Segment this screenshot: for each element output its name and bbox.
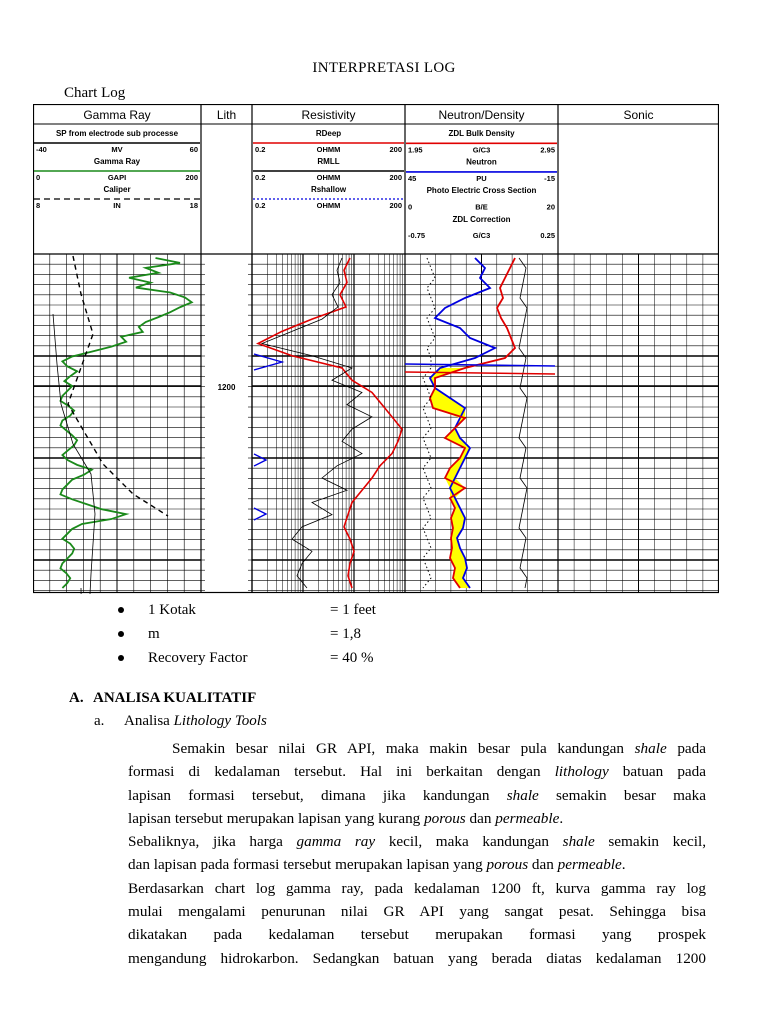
scale-min: 0: [36, 173, 41, 182]
paragraph-line: [128, 900, 706, 923]
track-title: Gamma Ray: [83, 108, 151, 122]
text-run: dikatakan pada kedalaman tersebut merupakan formasi yang prospek: [128, 926, 706, 944]
scale-max: -15: [544, 173, 555, 183]
bullet-value: = 1,8: [330, 626, 361, 642]
page-title: INTERPRETASI LOG: [312, 60, 456, 76]
log-chart-svg: [33, 104, 719, 594]
section-title: ANALISA KUALITATIF: [93, 690, 257, 706]
chart-label: Chart Log: [64, 85, 126, 101]
scale-min: 8: [36, 201, 41, 210]
italic-term: porous: [486, 856, 529, 874]
italic-term: shale: [562, 833, 595, 851]
text-run: formasi di kedalaman tersebut. Hal ini berkaitan dengan: [128, 763, 555, 781]
scale-min: 0: [408, 202, 413, 212]
bullet-value: = 40 %: [330, 650, 374, 666]
scale-min: 0.2: [255, 173, 266, 182]
scale-max: 20: [546, 202, 555, 212]
text-run: batuan pada: [608, 763, 706, 781]
italic-term: permeable: [557, 856, 622, 874]
curve-name: RDeep: [315, 129, 342, 138]
section-heading: [69, 690, 256, 707]
bullet-label: m: [148, 626, 160, 642]
scale-max: 60: [189, 145, 198, 154]
paragraph-line: [128, 853, 706, 876]
italic-term: porous: [424, 809, 466, 827]
subsection-number: a.: [94, 713, 105, 729]
paragraph-line: [128, 760, 706, 783]
paragraph-line: [128, 830, 706, 853]
log-chart: [33, 104, 719, 594]
scale-unit: OHMM: [316, 201, 341, 210]
depth-label: 1200: [217, 383, 236, 392]
chart-background: [33, 104, 719, 594]
curve-name: Photo Electric Cross Section: [426, 186, 537, 196]
text-run: lapisan tersebut merupakan lapisan yang kurang: [128, 809, 425, 827]
scale-max: 0.25: [540, 231, 555, 241]
text-run: .: [559, 809, 564, 827]
italic-term: shale: [506, 786, 539, 804]
text-run: kecil, maka kandungan: [375, 833, 563, 851]
scale-unit: OHMM: [316, 173, 341, 182]
subsection-heading: [94, 713, 267, 730]
curve-name: Rshallow: [310, 185, 347, 194]
italic-term: lithology: [554, 763, 609, 781]
track-title: Lith: [216, 108, 237, 122]
scale-max: 200: [389, 145, 402, 154]
scale-min: 0.2: [255, 145, 266, 154]
text-run: dan: [465, 809, 496, 827]
curve-name: Caliper: [103, 185, 131, 194]
text-run: semakin besar maka: [538, 786, 707, 804]
paragraph-line: [128, 807, 706, 830]
scale-unit: B/E: [475, 202, 488, 212]
scale-unit: MV: [111, 145, 123, 154]
scale-min: -0.75: [408, 231, 426, 241]
subsection-title-italic: Lithology Tools: [173, 713, 267, 729]
paragraph-line: [128, 923, 706, 946]
scale-min: -40: [36, 145, 47, 154]
text-run: Berdasarkan chart log gamma ray, pada kedalaman 1200 ft, kurva gamma ray log: [128, 879, 706, 897]
curve-name: ZDL Bulk Density: [448, 129, 515, 138]
paragraph-line: [128, 784, 706, 807]
scale-unit: G/C3: [472, 145, 491, 155]
curve-name: SP from electrode sub processe: [55, 129, 179, 138]
scale-max: 2.95: [540, 145, 555, 155]
text-run: mulai mengalami penurunan nilai GR API yang sangat pesat. Sehingga bisa: [128, 903, 706, 921]
bullet-label: Recovery Factor: [148, 650, 248, 666]
paragraph-line: [128, 877, 706, 900]
text-run: semakin kecil,: [594, 833, 706, 851]
scale-min: 1.95: [408, 145, 423, 155]
italic-term: gamma ray: [296, 833, 376, 851]
bullet-label: 1 Kotak: [148, 602, 196, 618]
text-run: pada: [666, 740, 706, 757]
scale-unit: G/C3: [472, 231, 491, 241]
scale-max: 18: [189, 201, 198, 210]
scale-max: 200: [389, 173, 402, 182]
italic-term: permeable: [495, 809, 560, 827]
text-run: dan lapisan pada formasi tersebut merupakan lapisan yang: [128, 856, 487, 874]
text-run: dan: [528, 856, 558, 874]
bullet-dot: [118, 655, 124, 661]
scale-max: 200: [185, 173, 198, 182]
bullet-dot: [118, 631, 124, 637]
scale-min: 45: [408, 173, 417, 183]
scale-unit: IN: [113, 201, 121, 210]
text-run: mengandung hidrokarbon. Sedangkan batuan yang berada diatas kedalaman 1200: [128, 949, 706, 967]
curve-name: RMLL: [317, 157, 340, 166]
section-number: A.: [69, 690, 84, 706]
scale-unit: OHMM: [316, 145, 341, 154]
body-paragraph: [128, 737, 706, 970]
text-run: Sebaliknya, jika harga: [128, 833, 297, 851]
scale-unit: GAPI: [107, 173, 127, 182]
scale-min: 0.2: [255, 201, 266, 210]
paragraph-line: [128, 737, 706, 760]
curve-name: Gamma Ray: [93, 157, 141, 166]
curve-name: ZDL Correction: [452, 214, 511, 224]
text-run: lapisan formasi tersebut, dimana jika kandungan: [128, 786, 507, 804]
italic-term: shale: [634, 740, 667, 757]
subsection-title: Analisa: [124, 713, 174, 729]
track-title: Neutron/Density: [438, 108, 525, 122]
track-title: Sonic: [623, 108, 654, 122]
bullet-value: = 1 feet: [330, 602, 376, 618]
curve-name: Neutron: [466, 157, 497, 167]
scale-unit: PU: [476, 173, 487, 183]
text-run: Semakin besar nilai GR API, maka makin besar pula kandungan: [172, 740, 635, 757]
paragraph-line: [128, 947, 706, 970]
scale-max: 200: [389, 201, 402, 210]
bullet-dot: [118, 607, 124, 613]
text-run: .: [621, 856, 626, 874]
track-title: Resistivity: [301, 108, 356, 122]
